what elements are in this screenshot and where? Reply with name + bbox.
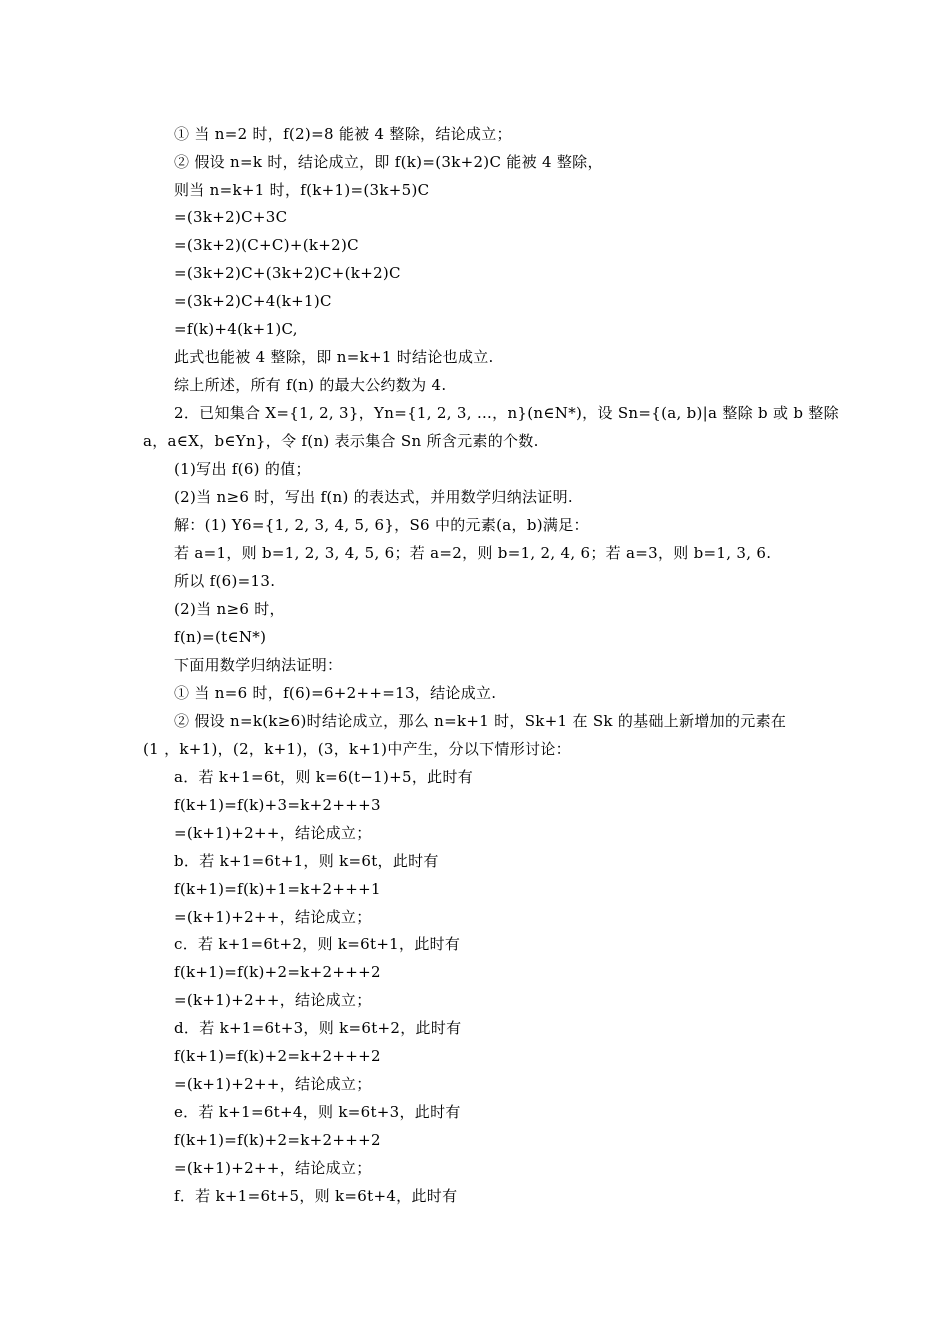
- case-d: d．若 k+1=6t+3，则 k=6t+2，此时有: [174, 1019, 462, 1037]
- proof-line: =(3k+2)C+4(k+1)C: [174, 292, 332, 310]
- case-line: f(k+1)=f(k)+2=k+2+++2: [174, 1131, 381, 1149]
- solution-line: ② 假设 n=k(k≥6)时结论成立，那么 n=k+1 时，Sk+1 在 Sk 的基础上新增加的元素在: [174, 712, 787, 730]
- proof-line: =(3k+2)(C+C)+(k+2)C: [174, 236, 359, 254]
- case-line: f(k+1)=f(k)+1=k+2+++1: [174, 880, 381, 898]
- question-2: (2)当 n≥6 时，写出 f(n) 的表达式，并用数学归纳法证明.: [174, 488, 573, 506]
- proof-step-base-case: ① 当 n=2 时，f(2)=8 能被 4 整除，结论成立；: [174, 125, 512, 143]
- case-a: a．若 k+1=6t，则 k=6(t−1)+5，此时有: [174, 768, 474, 786]
- case-line: =(k+1)+2++，结论成立；: [174, 991, 372, 1009]
- proof-line: =f(k)+4(k+1)C,: [174, 320, 298, 338]
- solution-line: 下面用数学归纳法证明：: [174, 656, 343, 674]
- solution-line: 所以 f(6)=13.: [174, 572, 276, 590]
- proof-conclusion: 综上所述，所有 f(n) 的最大公约数为 4.: [174, 376, 447, 394]
- case-f: f．若 k+1=6t+5，则 k=6t+4，此时有: [174, 1187, 458, 1205]
- problem-2-statement: 2．已知集合 X={1, 2, 3}，Yn={1, 2, 3, …，n}(n∈N*)，设 Sn={(a, b)|a 整除 b 或 b 整除: [174, 404, 839, 422]
- proof-step-hypothesis: ② 假设 n=k 时，结论成立，即 f(k)=(3k+2)C 能被 4 整除，: [174, 153, 603, 171]
- solution-line: (2)当 n≥6 时，: [174, 600, 285, 618]
- proof-line: 此式也能被 4 整除，即 n=k+1 时结论也成立.: [174, 348, 494, 366]
- solution-line: (1 ，k+1)，(2，k+1)，(3，k+1)中产生，分以下情形讨论：: [143, 740, 571, 758]
- solution-line: f(n)=(t∈N*): [174, 628, 267, 646]
- proof-line: =(3k+2)C+(3k+2)C+(k+2)C: [174, 264, 401, 282]
- case-line: f(k+1)=f(k)+2=k+2+++2: [174, 963, 381, 981]
- problem-2-statement-cont: a，a∈X，b∈Yn}，令 f(n) 表示集合 Sn 所含元素的个数.: [143, 432, 539, 450]
- case-line: =(k+1)+2++，结论成立；: [174, 1159, 372, 1177]
- proof-line: 则当 n=k+1 时，f(k+1)=(3k+5)C: [174, 181, 430, 199]
- case-line: f(k+1)=f(k)+3=k+2+++3: [174, 796, 381, 814]
- case-line: f(k+1)=f(k)+2=k+2+++2: [174, 1047, 381, 1065]
- proof-line: =(3k+2)C+3C: [174, 208, 288, 226]
- case-e: e．若 k+1=6t+4，则 k=6t+3，此时有: [174, 1103, 461, 1121]
- question-1: (1)写出 f(6) 的值；: [174, 460, 311, 478]
- case-b: b．若 k+1=6t+1，则 k=6t，此时有: [174, 852, 439, 870]
- solution-line: 若 a=1，则 b=1, 2, 3, 4, 5, 6；若 a=2，则 b=1, 2, 4, 6；若 a=3，则 b=1, 3, 6.: [174, 544, 772, 562]
- case-c: c．若 k+1=6t+2，则 k=6t+1，此时有: [174, 935, 461, 953]
- solution-line: 解：(1) Y6={1, 2, 3, 4, 5, 6}，S6 中的元素(a，b)满足：: [174, 516, 589, 534]
- case-line: =(k+1)+2++，结论成立；: [174, 824, 372, 842]
- case-line: =(k+1)+2++，结论成立；: [174, 908, 372, 926]
- case-line: =(k+1)+2++，结论成立；: [174, 1075, 372, 1093]
- solution-line: ① 当 n=6 时，f(6)=6+2++=13，结论成立.: [174, 684, 497, 702]
